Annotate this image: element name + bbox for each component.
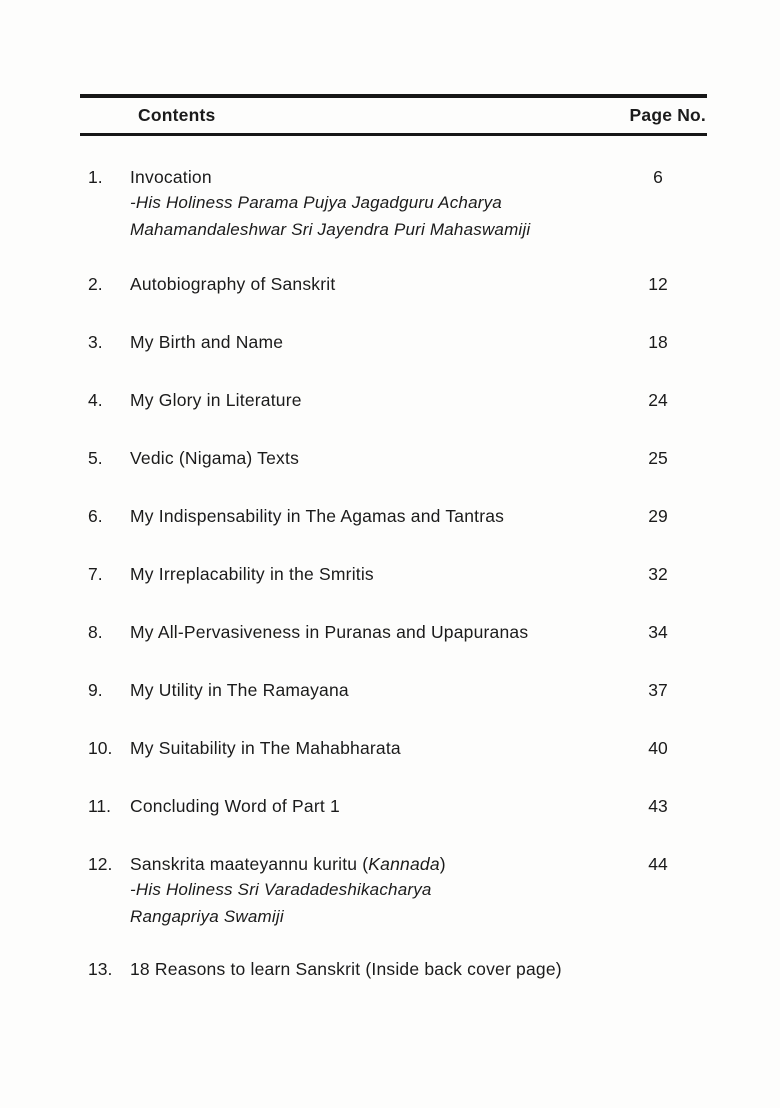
toc-item-13 [80, 957, 707, 981]
toc-item-4 [80, 388, 707, 412]
toc-item-title: My Indispensability in The Agamas and Tantras [130, 506, 505, 526]
toc-item-number: 8. [88, 622, 103, 642]
toc-item-number: 13. [88, 959, 113, 979]
toc-item-number: 6. [88, 506, 103, 526]
toc-item-title: Invocation [130, 167, 212, 187]
toc-item-title [130, 852, 622, 876]
toc-item-number: 10. [88, 738, 113, 758]
toc-item-12 [80, 852, 707, 930]
toc-item-title: My All-Pervasiveness in Puranas and Upapuranas [130, 622, 529, 642]
toc-item-text [130, 794, 622, 818]
toc-item-title-italic: Kannada [368, 854, 440, 874]
toc-list [0, 165, 780, 981]
toc-item-number: 11. [88, 796, 112, 816]
toc-item-10 [80, 736, 707, 760]
toc-item-number: 12. [88, 854, 113, 874]
toc-item-title: My Glory in Literature [130, 390, 302, 410]
contents-heading: Contents [138, 104, 216, 125]
toc-item-page: 6 [653, 167, 663, 187]
toc-item-title-roman: ) [439, 854, 446, 874]
toc-item-page: 40 [648, 738, 668, 758]
toc-item-page: 25 [648, 448, 668, 468]
toc-item-8 [80, 620, 707, 644]
toc-item-1 [80, 165, 707, 243]
toc-item-number: 3. [88, 332, 103, 352]
toc-item-text [130, 330, 622, 354]
toc-item-2 [80, 272, 707, 296]
toc-item-subtitle-line: -His Holiness Parama Pujya Jagadguru Acharya [130, 193, 502, 212]
toc-item-page: 44 [648, 854, 668, 874]
toc-item-text [130, 165, 622, 243]
toc-item-7 [80, 562, 707, 586]
toc-item-number: 9. [88, 680, 103, 700]
toc-item-subtitle-line: Rangapriya Swamiji [130, 907, 284, 926]
toc-item-title: Vedic (Nigama) Texts [130, 448, 300, 468]
toc-item-3 [80, 330, 707, 354]
toc-item-number: 4. [88, 390, 103, 410]
toc-item-subtitle-line: Mahamandaleshwar Sri Jayendra Puri Mahaswamiji [130, 220, 531, 239]
toc-item-title: Concluding Word of Part 1 [130, 796, 340, 816]
toc-item-page: 12 [648, 274, 668, 294]
toc-item-page: 32 [648, 564, 668, 584]
toc-item-number: 7. [88, 564, 103, 584]
toc-item-text [130, 446, 622, 470]
toc-item-text [130, 852, 622, 930]
toc-item-text [130, 736, 622, 760]
toc-item-title: My Irreplacability in the Smritis [130, 564, 374, 584]
toc-item-title: My Suitability in The Mahabharata [130, 738, 401, 758]
header-rule-bottom [80, 133, 707, 137]
toc-item-text [130, 388, 622, 412]
toc-item-page: 34 [648, 622, 668, 642]
toc-item-9 [80, 678, 707, 702]
toc-item-page: 37 [648, 680, 668, 700]
toc-item-title-roman: Sanskrita maateyannu kuritu ( [130, 854, 369, 874]
toc-item-text [130, 620, 622, 644]
toc-item-page: 24 [648, 390, 668, 410]
toc-item-title: Autobiography of Sanskrit [130, 274, 336, 294]
toc-item-11 [80, 794, 707, 818]
toc-item-title: My Utility in The Ramayana [130, 680, 349, 700]
page-no-heading: Page No. [629, 104, 706, 125]
toc-item-text [130, 562, 622, 586]
toc-item-text [130, 957, 622, 981]
toc-item-number: 1. [88, 167, 103, 187]
toc-item-number: 5. [88, 448, 103, 468]
toc-item-title: 18 Reasons to learn Sanskrit (Inside back cover page) [130, 959, 562, 979]
toc-item-5 [80, 446, 707, 470]
toc-item-page: 18 [648, 332, 668, 352]
toc-item-number: 2. [88, 274, 103, 294]
toc-item-subtitle-line: -His Holiness Sri Varadadeshikacharya [130, 880, 432, 899]
toc-item-text [130, 678, 622, 702]
toc-item-6 [80, 504, 707, 528]
toc-item-text [130, 272, 622, 296]
toc-item-page: 43 [648, 796, 668, 816]
toc-item-text [130, 504, 622, 528]
toc-item-title: My Birth and Name [130, 332, 284, 352]
toc-header [80, 98, 707, 133]
toc-item-page: 29 [648, 506, 668, 526]
